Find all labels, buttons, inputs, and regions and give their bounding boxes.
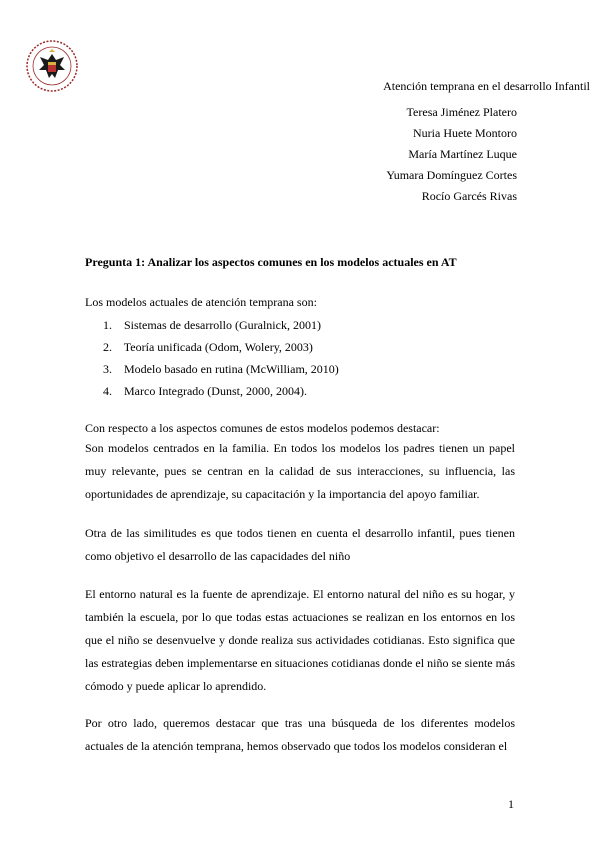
model-text: Marco Integrado (Dunst, 2000, 2004). — [124, 384, 307, 398]
author-name: Rocío Garcés Rivas — [421, 189, 517, 203]
model-item — [103, 314, 339, 336]
model-text: Modelo basado en rutina (McWilliam, 2010) — [124, 362, 339, 376]
paragraph-development: Otra de las similitudes es que todos tienen en cuenta el desarrollo infantil, pues tienen como objetivo el desarrollo de las capacidades del niño — [85, 526, 515, 563]
author-name: Yumara Domínguez Cortes — [386, 168, 517, 182]
model-text: Sistemas de desarrollo (Guralnick, 2001) — [124, 318, 321, 332]
author-name: María Martínez Luque — [408, 147, 517, 161]
author-list — [386, 102, 517, 207]
author-name: Nuria Huete Montoro — [413, 126, 517, 140]
model-item — [103, 358, 339, 380]
model-number: 4. — [103, 384, 112, 398]
model-item — [103, 336, 339, 358]
model-text: Teoría unificada (Odom, Wolery, 2003) — [123, 340, 313, 354]
model-number: 1. — [103, 318, 112, 332]
paragraph-other: Por otro lado, queremos destacar que tras una búsqueda de los diferentes modelos actuales de la atención temprana, hemos observado que todos los modelos consideran el — [85, 716, 515, 753]
author-name: Teresa Jiménez Platero — [406, 105, 517, 119]
common-aspects-intro: Con respecto a los aspectos comunes de estos modelos podemos destacar: — [85, 421, 440, 435]
model-item — [103, 380, 339, 402]
university-crest-logo — [26, 40, 78, 92]
model-number: 2. — [103, 340, 112, 354]
paragraph-family: Son modelos centrados en la familia. En todos los modelos los padres tienen un papel muy relevante, pues se centran en la calidad de sus interacciones, su influencia, las oportunidades de aprendizaje, su capacitación y la importancia del apoyo familiar. — [85, 441, 515, 501]
models-intro: Los modelos actuales de atención temprana son: — [85, 295, 317, 309]
course-title: Atención temprana en el desarrollo Infantil — [383, 79, 590, 93]
question-heading: Pregunta 1: Analizar los aspectos comunes en los modelos actuales en AT — [85, 255, 457, 269]
models-list — [103, 314, 339, 402]
paragraph-environment: El entorno natural es la fuente de aprendizaje. El entorno natural del niño es su hogar, y también la escuela, por lo que todas estas actuaciones se realizan en los entornos en los que el niño se desenvuelve y donde realiza sus actividades cotidianas. Esto significa que las estrategias deben implementarse en situaciones cotidianas donde el niño se siente más cómodo y puede aplicar lo aprendido. — [85, 587, 515, 693]
page-number: 1 — [508, 797, 514, 811]
model-number: 3. — [103, 362, 112, 376]
